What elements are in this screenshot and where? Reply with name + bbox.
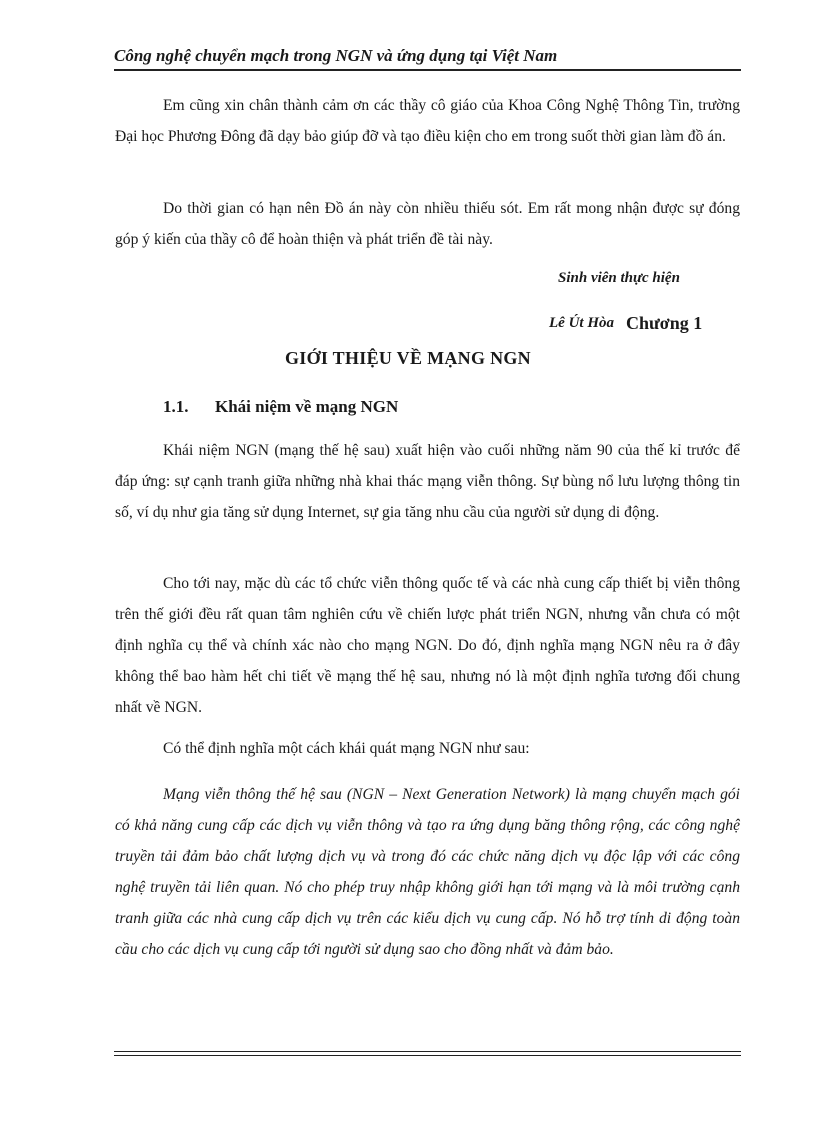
section-number: 1.1. (163, 397, 189, 416)
body-paragraph-3: Có thể định nghĩa một cách khái quát mạng NGN như sau: (163, 740, 530, 757)
signature-name: Lê Út Hòa (549, 315, 614, 331)
signature-role: Sinh viên thực hiện (558, 270, 680, 286)
chapter-label: Chương 1 (626, 313, 703, 333)
body-paragraph-2: Cho tới nay, mặc dù các tổ chức viễn thông quốc tế và các nhà cung cấp thiết bị viễn thông trên thế giới đều rất quan tâm nghiên cứu về chiến lược phát triển NGN, nhưng vẫn chưa có một định nghĩa cụ thể và chính xác nào cho mạng NGN. Do đó, định nghĩa mạng NGN nêu ra ở đây không thể bao hàm hết chi tiết về mạng thế hệ sau, nhưng nó là một định nghĩa tương đối chung nhất về NGN. (115, 575, 740, 716)
footer-rule (114, 1051, 741, 1052)
section-heading (163, 397, 398, 417)
apology-paragraph: Do thời gian có hạn nên Đồ án này còn nhiều thiếu sót. Em rất mong nhận được sự đóng góp ý kiến của thầy cô để hoàn thiện và phát triển đề tài này. (115, 200, 740, 248)
chapter-title: GIỚI THIỆU VỀ MẠNG NGN (285, 348, 531, 368)
header-rule (114, 69, 741, 71)
footer-rule-double (114, 1055, 741, 1056)
definition-paragraph: Mạng viễn thông thế hệ sau (NGN – Next Generation Network) là mạng chuyển mạch gói có khả năng cung cấp các dịch vụ viễn thông và tạo ra ứng dụng băng thông rộng, các công nghệ truyền tải đảm bảo chất lượng dịch vụ và trong đó các chức năng dịch vụ độc lập với các công nghệ truyền tải liên quan. Nó cho phép truy nhập không giới hạn tới mạng và là môi trường cạnh tranh giữa các nhà cung cấp dịch vụ trên các kiểu dịch vụ cung cấp. Nó hỗ trợ tính di động toàn cầu cho các dịch vụ cung cấp tới người sử dụng sao cho đồng nhất và đảm bảo. (115, 786, 740, 958)
section-title: Khái niệm về mạng NGN (215, 397, 399, 416)
thanks-paragraph: Em cũng xin chân thành cảm ơn các thầy cô giáo của Khoa Công Nghệ Thông Tin, trường Đại học Phương Đông đã dạy bảo giúp đỡ và tạo điều kiện cho em trong suốt thời gian làm đồ án. (115, 97, 740, 145)
body-paragraph-1: Khái niệm NGN (mạng thế hệ sau) xuất hiện vào cuối những năm 90 của thế kỉ trước để đáp ứng: sự cạnh tranh giữa những nhà khai thác mạng viễn thông. Sự bùng nổ lưu lượng thông tin số, ví dụ như gia tăng sử dụng Internet, sự gia tăng nhu cầu của người sử dụng di động. (115, 442, 740, 521)
running-header: Công nghệ chuyển mạch trong NGN và ứng dụng tại Việt Nam (114, 46, 558, 65)
